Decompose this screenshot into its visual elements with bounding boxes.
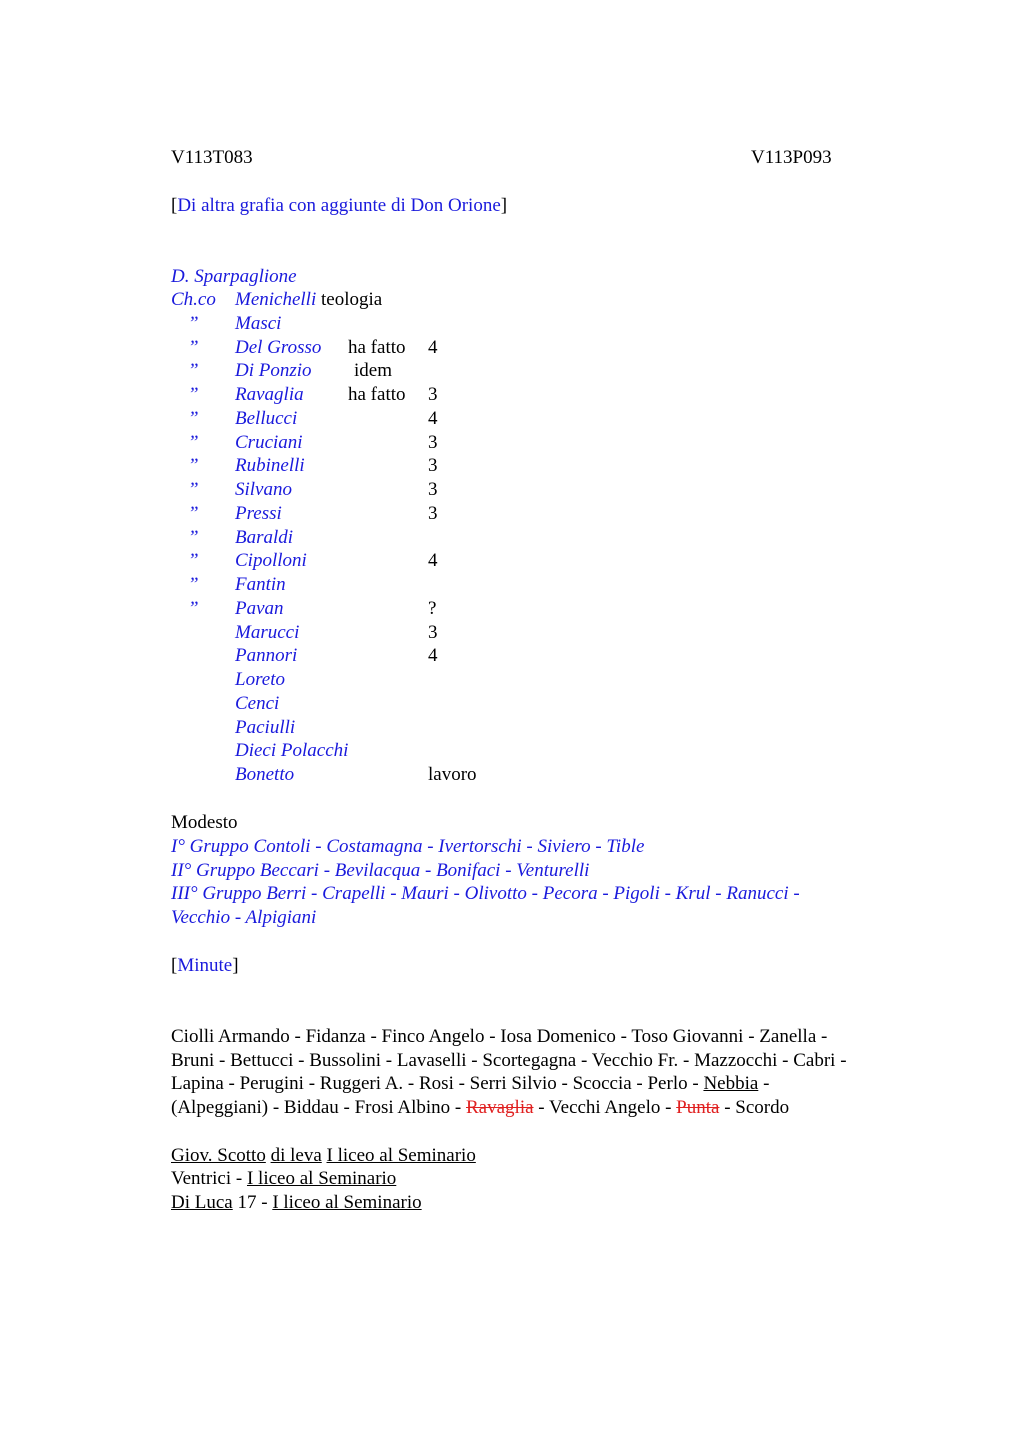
list-row (0, 740, 1024, 764)
minute-note: [Minute] (171, 955, 239, 976)
list-row (0, 717, 1024, 741)
list-row (0, 337, 1024, 361)
row-prefix: ” (188, 574, 199, 595)
row-name: Fantin (235, 574, 286, 595)
row-prefix: ” (188, 455, 199, 477)
list-row (0, 289, 1024, 313)
row-name: Rubinelli (235, 455, 305, 477)
minute-note-text: Minute (177, 955, 233, 976)
list-row (0, 408, 1024, 432)
final-line-1: Giov. Scotto di leva I liceo al Seminario (171, 1145, 476, 1166)
row-value: 4 (428, 550, 438, 572)
row-value: 3 (428, 384, 438, 405)
row-name: Pressi (235, 502, 282, 524)
document-code-left: V113T083 (171, 147, 253, 168)
modesto-label: Modesto (171, 812, 238, 833)
row-name: Silvano (235, 479, 292, 500)
row-name: Loreto (235, 669, 285, 690)
row-extra: teologia (321, 289, 383, 310)
row-name: Cenci (235, 692, 280, 714)
row-name: Masci (235, 312, 282, 334)
list-row (0, 313, 1024, 337)
row-name: Pannori (235, 645, 298, 667)
list-row (0, 503, 1024, 527)
group-3-continued: Vecchio - Alpigiani (171, 907, 317, 928)
list-row (0, 527, 1024, 551)
names-line-2: Bruni - Bettucci - Bussolini - Lavaselli - Scortegagna - Vecchio Fr. - Mazzocchi - Cabri - (171, 1050, 847, 1071)
row-prefix: ” (188, 550, 199, 572)
final-line-2: Ventrici - I liceo al Seminario (171, 1168, 397, 1189)
row-prefix: ” (188, 312, 199, 334)
row-value: 3 (428, 455, 438, 477)
row-prefix: ” (188, 336, 199, 358)
list-row (0, 432, 1024, 456)
editorial-note: [Di altra grafia con aggiunte di Don Orione] (171, 195, 508, 216)
underlined-name: Nebbia (703, 1073, 759, 1094)
row-name: Cruciani (235, 431, 303, 453)
list-row (0, 764, 1024, 788)
row-value: 3 (428, 431, 438, 453)
row-value: 3 (428, 479, 438, 500)
row-name: Bellucci (235, 407, 298, 429)
row-value: 3 (428, 502, 438, 524)
row-prefix: ” (188, 479, 199, 500)
row-name: Di Ponzio (235, 360, 312, 382)
list-row (0, 622, 1024, 646)
row-prefix: ” (188, 431, 199, 453)
group-1: I° Gruppo Contoli - Costamagna - Ivertorschi - Siviero - Tible (171, 836, 645, 857)
struck-name: Punta (676, 1097, 720, 1118)
row-name: Marucci (235, 621, 300, 643)
row-prefix: ” (188, 360, 199, 382)
final-line-3: Di Luca 17 - I liceo al Seminario (171, 1192, 422, 1213)
list-row (0, 550, 1024, 574)
row-prefix: ” (188, 502, 199, 524)
list-row (0, 645, 1024, 669)
row-value: 4 (428, 407, 438, 429)
list-head: D. Sparpaglione (171, 266, 297, 287)
row-name: Baraldi (235, 526, 294, 548)
list-row (0, 384, 1024, 408)
names-line-4: (Alpeggiani) - Biddau - Frosi Albino - Ravaglia - Vecchi Angelo - Punta - Scordo (171, 1097, 790, 1118)
list-row (0, 360, 1024, 384)
group-2: II° Gruppo Beccari - Bevilacqua - Bonifaci - Venturelli (171, 860, 590, 881)
document-code-right: V113P093 (751, 147, 832, 168)
names-line-3: Lapina - Perugini - Ruggeri A. - Rosi - Serri Silvio - Scoccia - Perlo - Nebbia - (171, 1073, 770, 1094)
row-name: Cipolloni (235, 550, 307, 572)
struck-name: Ravaglia (466, 1097, 534, 1118)
row-name: Del Grosso (235, 336, 322, 358)
row-prefix: Ch.co (171, 289, 216, 310)
row-name: Pavan (235, 597, 284, 619)
row-prefix: ” (188, 597, 199, 619)
list-row (0, 479, 1024, 503)
list-row (0, 669, 1024, 693)
row-value: ? (428, 597, 437, 619)
row-prefix: ” (188, 407, 199, 429)
row-name: Paciulli (235, 716, 296, 738)
group-3: III° Gruppo Berri - Crapelli - Mauri - Olivotto - Pecora - Pigoli - Krul - Ranucci - (171, 883, 800, 904)
row-note: ha fatto (348, 384, 406, 405)
row-prefix: ” (188, 526, 199, 548)
row-value: 3 (428, 621, 438, 643)
row-note: idem (354, 360, 392, 382)
row-name: Ravaglia (235, 384, 304, 405)
list-row (0, 455, 1024, 479)
list-row (0, 598, 1024, 622)
row-name: Menichelli teologia (235, 289, 383, 310)
list-row (0, 693, 1024, 717)
editorial-note-text: Di altra grafia con aggiunte di Don Orione (177, 195, 501, 216)
row-value: lavoro (428, 764, 477, 785)
row-prefix: ” (188, 384, 199, 405)
row-value: 4 (428, 645, 438, 667)
row-note: ha fatto (348, 336, 406, 358)
row-name: Bonetto (235, 764, 295, 785)
names-line-1: Ciolli Armando - Fidanza - Finco Angelo - Iosa Domenico - Toso Giovanni - Zanella - (171, 1026, 828, 1047)
row-name: Dieci Polacchi (235, 740, 349, 762)
row-value: 4 (428, 336, 438, 358)
list-row (0, 574, 1024, 598)
